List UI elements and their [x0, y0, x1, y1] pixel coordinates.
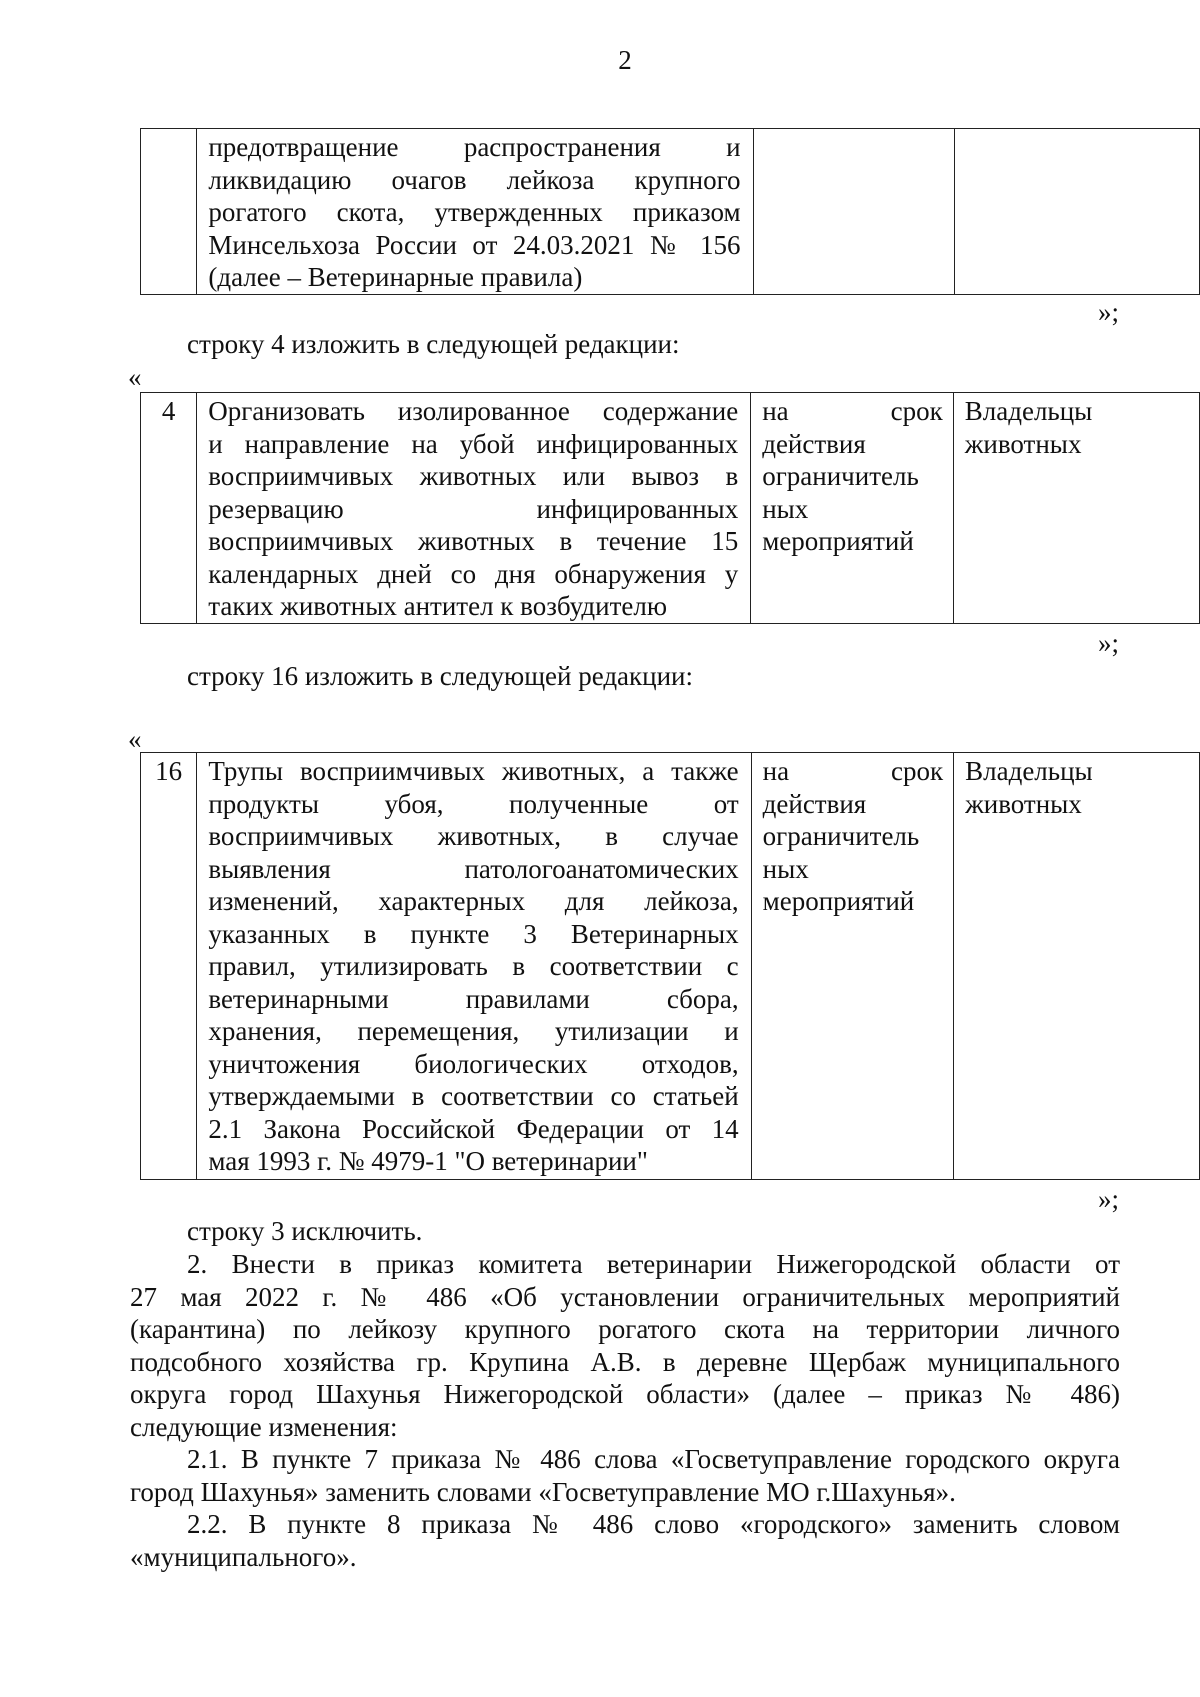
owner-line: Владельцы: [964, 396, 1093, 426]
text-line: календарных дней со дня обнаружения у: [208, 558, 739, 589]
row-number-cell: 4: [141, 393, 197, 624]
owner-line: животных: [965, 788, 1082, 819]
text-line: указанных в пункте 3 Ветеринарных: [208, 918, 739, 949]
term-line: ных: [762, 853, 809, 884]
term-line: на срок: [762, 396, 943, 426]
text-line: восприимчивых животных, в случае: [208, 821, 739, 851]
paragraph-line: 2. Внести в приказ комитета ветеринарии Нижегородской области от: [187, 1249, 1120, 1279]
opening-quote: «: [128, 724, 142, 754]
instruction-line: строку 16 изложить в следующей редакции:: [187, 661, 694, 691]
row-term-cell: [751, 753, 953, 1180]
paragraph-line: округа город Шахунья Нижегородской области» (далее – приказ № 486): [130, 1379, 1120, 1409]
table-row-4: [140, 392, 1200, 624]
row-text-cell: [197, 753, 751, 1180]
paragraph-line: следующие изменения:: [130, 1411, 398, 1442]
text-line: хранения, перемещения, утилизации и: [208, 1016, 739, 1046]
paragraph-line: город Шахунья» заменить словами «Госветуправление МО г.Шахунья».: [130, 1476, 956, 1507]
term-line: на срок: [762, 756, 944, 786]
text-line: Трупы восприимчивых животных, а также: [208, 756, 739, 786]
term-line: ограничитель: [762, 821, 920, 851]
text-line: Минсельхоза России от 24.03.2021 № 156: [208, 229, 741, 260]
row-text-cell: [197, 129, 753, 295]
text-line: Организовать изолированное содержание: [208, 396, 739, 426]
table-row: [141, 753, 1200, 1180]
row-owner-cell: [953, 393, 1199, 624]
closing-quote: »;: [1097, 1184, 1119, 1214]
page-number: 2: [618, 45, 632, 75]
opening-quote: «: [128, 362, 142, 392]
term-line: мероприятий: [762, 526, 914, 556]
text-line: 2.1 Закона Российской Федерации от 14: [208, 1113, 739, 1144]
text-line: резервацию инфицированных: [208, 493, 739, 524]
closing-quote: »;: [1097, 297, 1119, 327]
text-line: правил, утилизировать в соответствии с: [208, 951, 739, 981]
term-line: мероприятий: [762, 886, 915, 916]
table-row-16: [140, 752, 1200, 1180]
text-line: продукты убоя, полученные от: [208, 788, 739, 819]
text-line: мая 1993 г. № 4979-1 "О ветеринарии": [208, 1146, 648, 1176]
row-owner-cell: [954, 753, 1200, 1180]
paragraph-2-1: [130, 1443, 1120, 1508]
table-row: [141, 393, 1200, 624]
row-owner-cell: [954, 129, 1199, 295]
paragraph-line: «муниципального».: [130, 1541, 357, 1572]
text-line: и направление на убой инфицированных: [208, 428, 739, 459]
instruction-line: строку 4 изложить в следующей редакции:: [187, 329, 680, 359]
text-line: выявления патологоанатомических: [208, 853, 739, 884]
instruction-line: строку 3 исключить.: [187, 1216, 423, 1246]
row-number-cell: 16: [141, 753, 197, 1180]
paragraph-line: 2.1. В пункте 7 приказа № 486 слова «Госветуправление городского округа: [187, 1444, 1120, 1474]
paragraph-2: [130, 1248, 1120, 1443]
owner-line: Владельцы: [965, 756, 1093, 786]
text-line: изменений, характерных для лейкоза,: [208, 886, 739, 916]
paragraph-line: (карантина) по лейкозу крупного рогатого скота на территории личного: [130, 1314, 1120, 1344]
text-line: ветеринарными правилами сбора,: [208, 983, 739, 1014]
term-line: ограничитель: [762, 461, 919, 491]
text-line: рогатого скота, утвержденных приказом: [208, 197, 741, 227]
closing-quote: »;: [1097, 628, 1119, 658]
text-line: утверждаемыми в соответствии со статьей: [208, 1081, 739, 1111]
paragraph-line: 27 мая 2022 г. № 486 «Об установлении ограничительных мероприятий: [130, 1281, 1120, 1312]
table-row: [141, 129, 1200, 295]
row-text-cell: [197, 393, 751, 624]
text-line: таких животных антител к возбудителю: [208, 591, 668, 621]
row-term-cell: [753, 129, 954, 295]
paragraph-line: 2.2. В пункте 8 приказа № 486 слово «городского» заменить словом: [187, 1509, 1120, 1539]
term-line: действия: [762, 788, 867, 819]
text-line: предотвращение распространения и: [208, 132, 741, 162]
text-line: восприимчивых животных или вывоз в: [208, 461, 739, 491]
term-line: действия: [762, 428, 866, 459]
text-line: ликвидацию очагов лейкоза крупного: [208, 164, 741, 195]
paragraph-line: подсобного хозяйства гр. Крупина А.В. в деревне Щербаж муниципального: [130, 1346, 1120, 1377]
term-line: ных: [762, 493, 809, 524]
text-line: уничтожения биологических отходов,: [208, 1048, 739, 1079]
text-line: восприимчивых животных в течение 15: [208, 526, 739, 556]
row-number-cell: [141, 129, 197, 295]
table-continuation: [140, 128, 1200, 295]
row-term-cell: [751, 393, 954, 624]
text-line: (далее – Ветеринарные правила): [208, 262, 583, 292]
paragraph-2-2: [130, 1508, 1120, 1573]
owner-line: животных: [964, 428, 1082, 459]
